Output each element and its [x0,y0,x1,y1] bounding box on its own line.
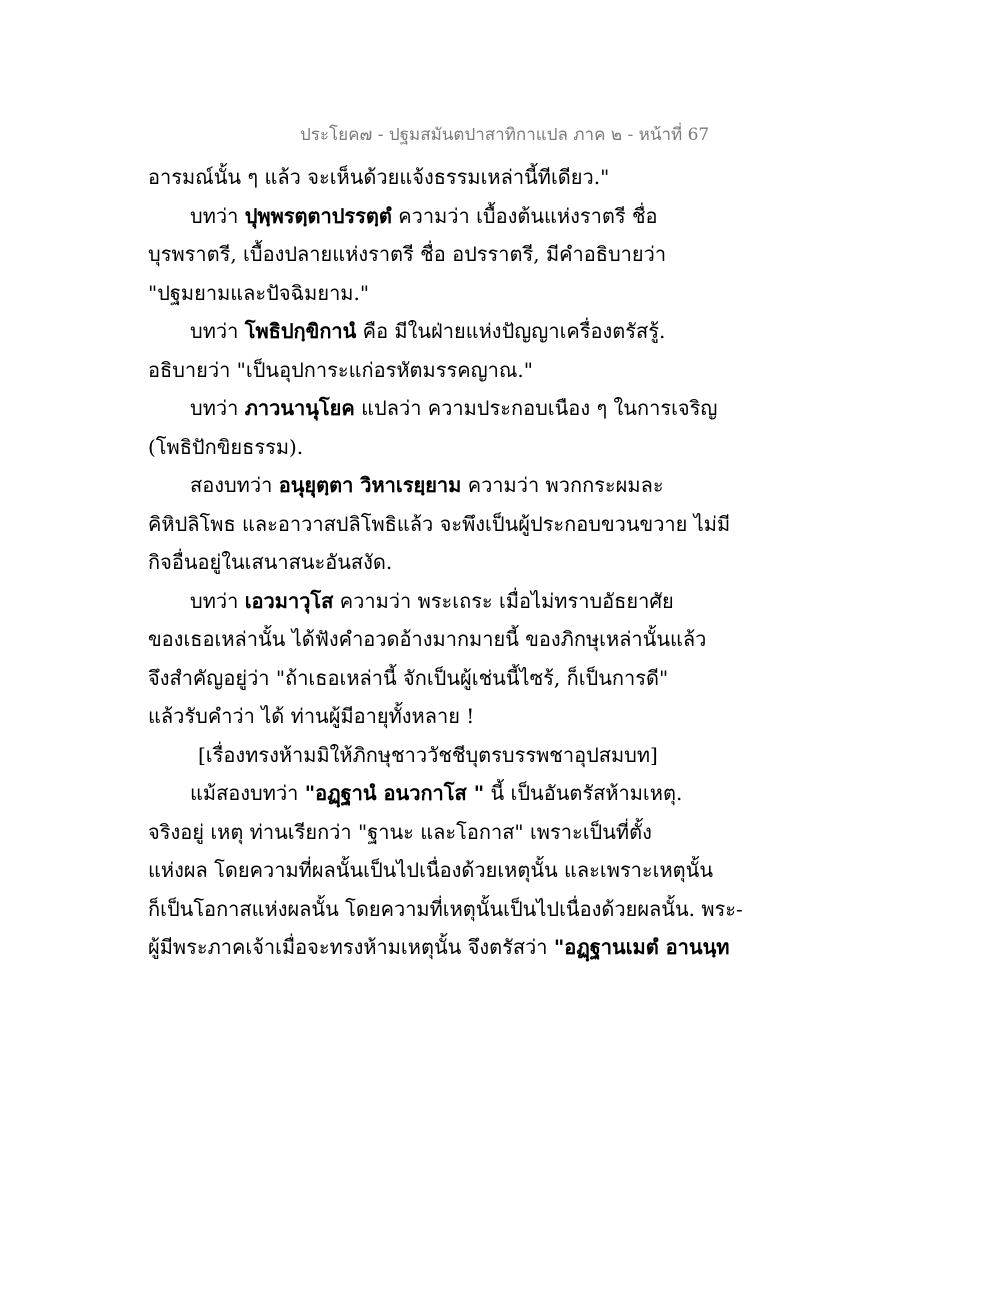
text-line: จึงสำคัญอยู่ว่า "ถ้าเธอเหล่านี้ จักเป็นผู้เช่นนี้ไซร้, ก็เป็นการดี" [148,665,669,690]
text-line: ก็เป็นโอกาสแห่งผลนั้น โดยความที่เหตุนั้นเป็นไปเนื่องด้วยผลนั้น. พระ- [148,896,743,921]
text-line: แห่งผล โดยความที่ผลนั้นเป็นไปเนื่องด้วยเหตุนั้น และเพราะเหตุนั้น [148,858,714,882]
text-line: อารมณ์นั้น ๆ แล้ว จะเห็นด้วยแจ้งธรรมเหล่านี้ทีเดียว." [148,165,610,189]
pali-term: โพธิปกฺขิกานํ [244,319,357,343]
text-line: บุรพราตรี, เบื้องปลายแห่งราตรี ชื่อ อปรราตรี, มีคำอธิบายว่า [148,242,667,266]
pali-term: อนุยุตฺตา วิหาเรยฺยาม [278,473,462,497]
text-line: คิหิปลิโพธ และอาวาสปลิโพธิแล้ว จะพึงเป็นผู้ประกอบขวนขวาย ไม่มี [148,511,731,536]
text-line: (โพธิปักขิยธรรม). [148,434,304,459]
text-line: แล้วรับคำว่า ได้ ท่านผู้มีอายุทั้งหลาย ! [148,704,475,728]
pali-term: ภาวนานุโยค [244,396,355,420]
paragraph-start-line: บทว่า ภาวนานุโยค แปลว่า ความประกอบเนือง ๆ ในการเจริญ [190,396,718,420]
text-line: กิจอื่นอยู่ในเสนาสนะอันสงัด. [148,550,393,574]
text-line: ผู้มีพระภาคเจ้าเมื่อจะทรงห้ามเหตุนั้น จึงตรัสว่า "อฏฺฐานเมตํ อานนฺท [148,935,730,959]
text-line: ของเธอเหล่านั้น ได้ฟังคำอวดอ้างมากมายนี้ ของภิกษุเหล่านั้นแล้ว [148,627,707,651]
text-line: "ปฐมยามและปัจฉิมยาม." [148,280,370,305]
pali-term: "อฏฺฐานํ อนวกาโส " [304,781,485,805]
paragraph-start-line: บทว่า เอวมาวุโส ความว่า พระเถระ เมื่อไม่ทราบอัธยาศัย [190,588,674,613]
text-line: อธิบายว่า "เป็นอุปการะแก่อรหัตมรรคญาณ." [148,357,533,382]
paragraph-start-line: บทว่า โพธิปกฺขิกานํ คือ มีในฝ่ายแห่งปัญญาเครื่องตรัสรู้. [190,319,666,343]
paragraph-start-line: สองบทว่า อนุยุตฺตา วิหาเรยฺยาม ความว่า พวกกระผมละ [190,473,664,497]
body-text [148,158,743,967]
paragraph-start-line: บทว่า ปุพฺพรตฺตาปรรตฺตํ ความว่า เบื้องต้นแห่งราตรี ชื่อ [190,203,658,228]
pali-term: "อฏฺฐานเมตํ อานนฺท [553,935,730,959]
paragraph-start-line: แม้สองบทว่า "อฏฺฐานํ อนวกาโส " นี้ เป็นอันตรัสห้ามเหตุ. [190,781,683,805]
running-header: ประโยค๗ - ปฐมสมันตปาสาทิกาแปล ภาค ๒ - หน้าที่ 67 [300,125,710,145]
text-line: จริงอยู่ เหตุ ท่านเรียกว่า "ฐานะ และโอกาส" เพราะเป็นที่ตั้ง [148,819,652,844]
pali-term: ปุพฺพรตฺตาปรรตฺตํ [244,203,392,228]
pali-term: เอวมาวุโส [244,588,334,613]
section-heading: [เรื่องทรงห้ามมิให้ภิกษุชาววัชชีบุตรบรรพชาอุปสมบท] [198,742,658,767]
